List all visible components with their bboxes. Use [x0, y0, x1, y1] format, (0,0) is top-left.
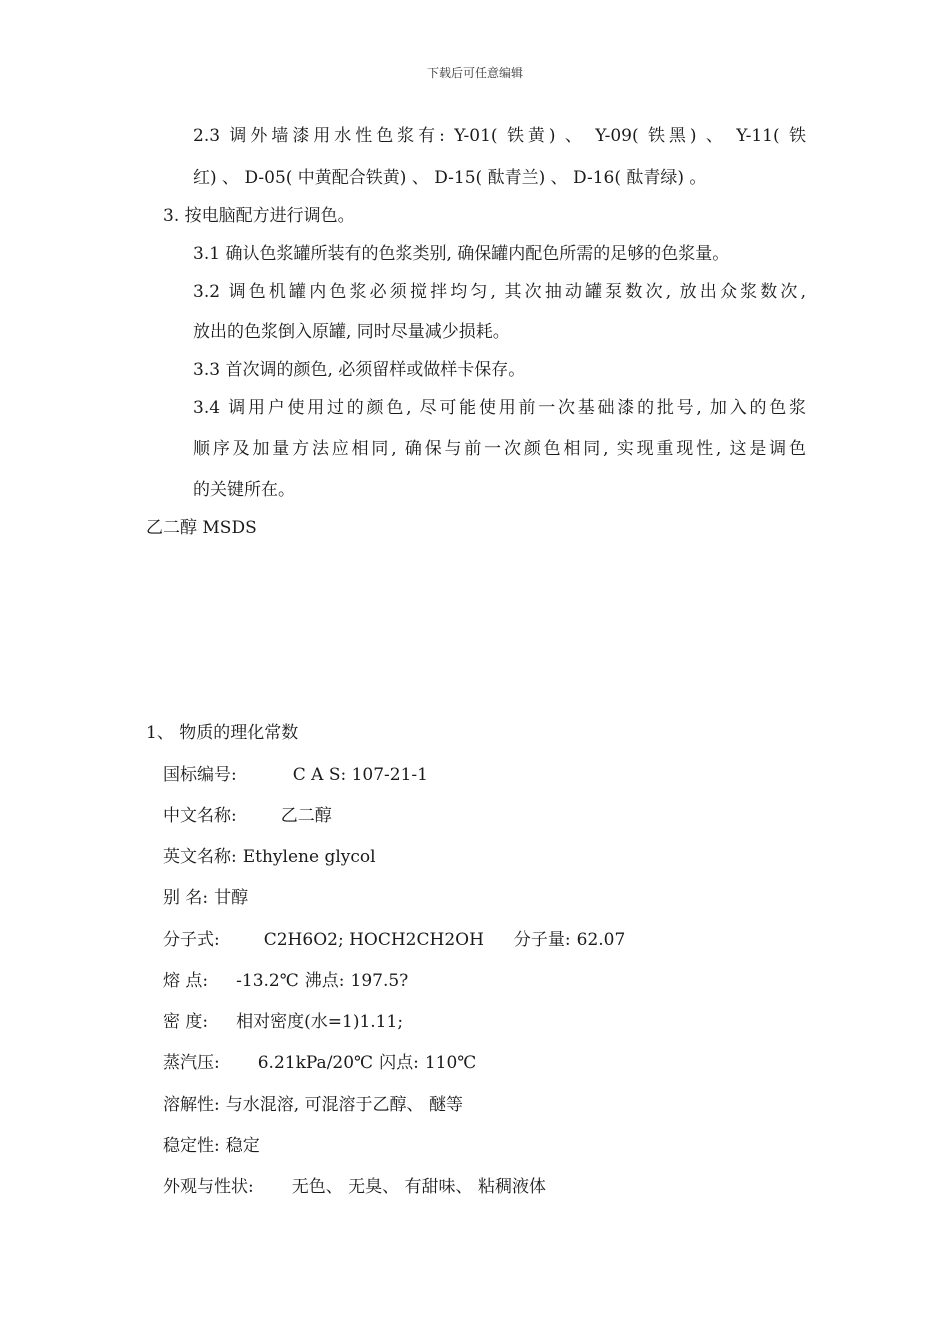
field-value-density: 相对密度(水=1)1.11; [236, 1012, 404, 1032]
field-label-bp: 沸点: [304, 971, 345, 991]
field-row-formula [163, 928, 625, 952]
paragraph-2-3-line-2: 红) 、 D-05( 中黄配合铁黄) 、 D-15( 酞青兰) 、 D-16( 酞青绿) 。 [193, 168, 707, 188]
paragraph-3-4-line-1: 3.4 调用户使用过的颜色, 尽可能使用前一次基础漆的批号, 加入的色浆 [193, 398, 806, 418]
field-value-bp: 197.5? [350, 971, 409, 991]
paragraph-3-4-line-3: 的关键所在。 [193, 480, 295, 500]
field-label-fp: 闪点: [379, 1053, 419, 1073]
field-row-alias [163, 886, 248, 910]
paragraph-3-3: 3.3 首次调的颜色, 必须留样或做样卡保存。 [193, 360, 526, 380]
item-3-heading: 3. 按电脑配方进行调色。 [163, 206, 355, 226]
field-value-fp: 110℃ [424, 1053, 477, 1073]
field-value-cn-name: 乙二醇 [280, 806, 332, 826]
field-row-vp-fp [163, 1051, 476, 1075]
field-label-mp: 熔 点: [163, 971, 209, 991]
field-row-mp-bp [163, 969, 408, 993]
field-label-en-name: 英文名称: [163, 847, 237, 867]
field-value-stability: 稳定 [225, 1136, 260, 1156]
field-row-cn-name [163, 804, 332, 828]
paragraph-3-1: 3.1 确认色浆罐所装有的色浆类别, 确保罐内配色所需的足够的色浆量。 [193, 244, 730, 264]
field-label-solubility: 溶解性: [163, 1095, 220, 1115]
field-label-formula: 分子式: [163, 930, 220, 950]
field-label-density: 密 度: [163, 1012, 209, 1032]
field-label-stability: 稳定性: [163, 1136, 220, 1156]
field-label-id: 国标编号: [163, 765, 237, 785]
field-value-id: C A S: 107-21-1 [292, 765, 428, 785]
field-row-id [163, 763, 428, 787]
field-value-solubility: 与水混溶, 可混溶于乙醇、 醚等 [225, 1095, 463, 1115]
paragraph-2-3-line-1: 2.3 调外墙漆用水性色浆有: Y-01( 铁黄) 、 Y-09( 铁黑) 、 Y-11( 铁 [193, 126, 806, 146]
field-row-stability [163, 1134, 260, 1158]
field-label-appearance: 外观与性状: [163, 1177, 254, 1197]
field-value-alias: 甘醇 [214, 888, 249, 908]
field-label-cn-name: 中文名称: [163, 806, 237, 826]
header-note: 下载后可任意编辑 [426, 66, 523, 80]
field-label-mw: 分子量: [513, 930, 571, 950]
field-row-density [163, 1010, 403, 1034]
field-value-formula: C2H6O2; HOCH2CH2OH [263, 930, 484, 950]
field-row-en-name [163, 845, 376, 869]
paragraph-3-2-line-2: 放出的色浆倒入原罐, 同时尽量减少损耗。 [193, 322, 510, 342]
section-1-heading: 1、 物质的理化常数 [146, 723, 299, 743]
msds-title: 乙二醇 MSDS [146, 518, 257, 538]
field-row-solubility [163, 1093, 463, 1117]
field-value-en-name: Ethylene glycol [242, 847, 376, 867]
field-value-vp: 6.21kPa/20℃ [257, 1053, 374, 1073]
field-label-alias: 别 名: [163, 888, 209, 908]
field-value-mp: -13.2℃ [236, 971, 299, 991]
field-value-mw: 62.07 [576, 930, 626, 950]
field-row-appearance [163, 1175, 546, 1199]
field-label-vp: 蒸汽压: [163, 1053, 220, 1073]
paragraph-3-2-line-1: 3.2 调色机罐内色浆必须搅拌均匀, 其次抽动罐泵数次, 放出众浆数次, [193, 282, 806, 302]
field-value-appearance: 无色、 无臭、 有甜味、 粘稠液体 [291, 1177, 546, 1197]
paragraph-3-4-line-2: 顺序及加量方法应相同, 确保与前一次颜色相同, 实现重现性, 这是调色 [193, 439, 806, 459]
